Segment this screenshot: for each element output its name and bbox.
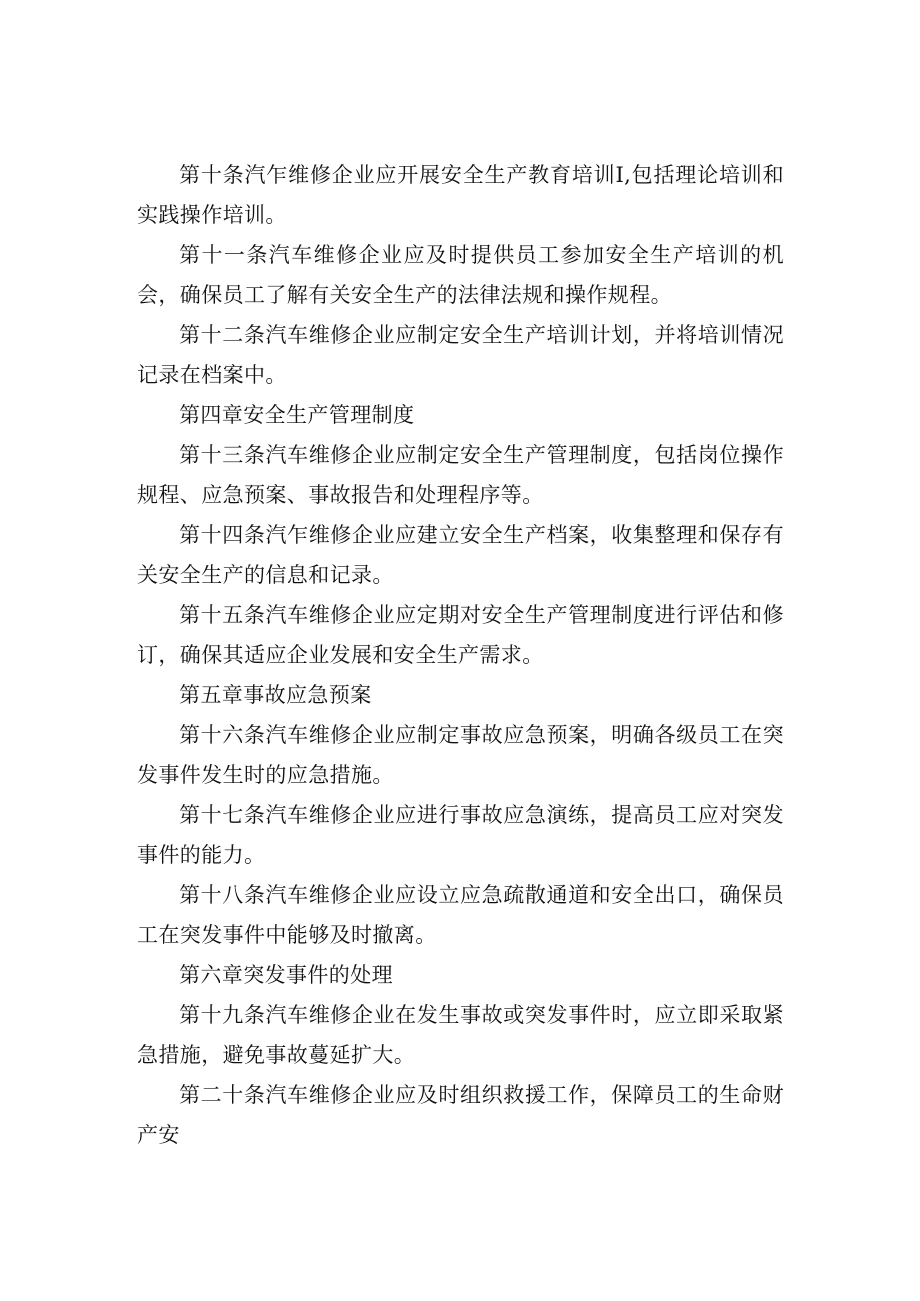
article-15: 第十五条汽车维修企业应定期对安全生产管理制度进行评估和修订，确保其适应企业发展和安全生产需求。: [137, 603, 784, 667]
article-14: 第十四条汽乍维修企业应建立安全生产档案，收集整理和保存有关安全生产的信息和记录。: [137, 523, 784, 587]
article-12: 第十二条汽车维修企业应制定安全生产培训计划，并将培训情况记录在档案中。: [137, 323, 784, 387]
article-19: 第十九条汽车维修企业在发生事故或突发事件时，应立即采取紧急措施，避免事故蔓延扩大。: [137, 1003, 784, 1067]
chapter-5-heading: 第五章事故应急预案: [179, 683, 372, 707]
article-16: 第十六条汽车维修企业应制定事故应急预案，明确各级员工在突发事件发生时的应急措施。: [137, 723, 784, 787]
article-10: 第十条汽乍维修企业应开展安全生产教育培训I,包括理论培训和实践操作培训。: [137, 163, 784, 227]
article-13: 第十三条汽车维修企业应制定安全生产管理制度，包括岗位操作规程、应急预案、事故报告和处理程序等。: [137, 443, 784, 507]
article-17: 第十七条汽车维修企业应进行事故应急演练，提高员工应对突发事件的能力。: [137, 803, 784, 867]
chapter-4-heading: 第四章安全生产管理制度: [179, 403, 415, 427]
article-20: 第二十条汽车维修企业应及时组织救援工作，保障员工的生命财产安: [137, 1083, 784, 1147]
article-18: 第十八条汽车维修企业应设立应急疏散通道和安全出口，确保员工在突发事件中能够及时撤离。: [137, 883, 784, 947]
article-11: 第十一条汽车维修企业应及时提供员工参加安全生产培训的机会，确保员工了解有关安全生产的法律法规和操作规程。: [137, 243, 784, 307]
chapter-6-heading: 第六章突发事件的处理: [179, 963, 393, 987]
